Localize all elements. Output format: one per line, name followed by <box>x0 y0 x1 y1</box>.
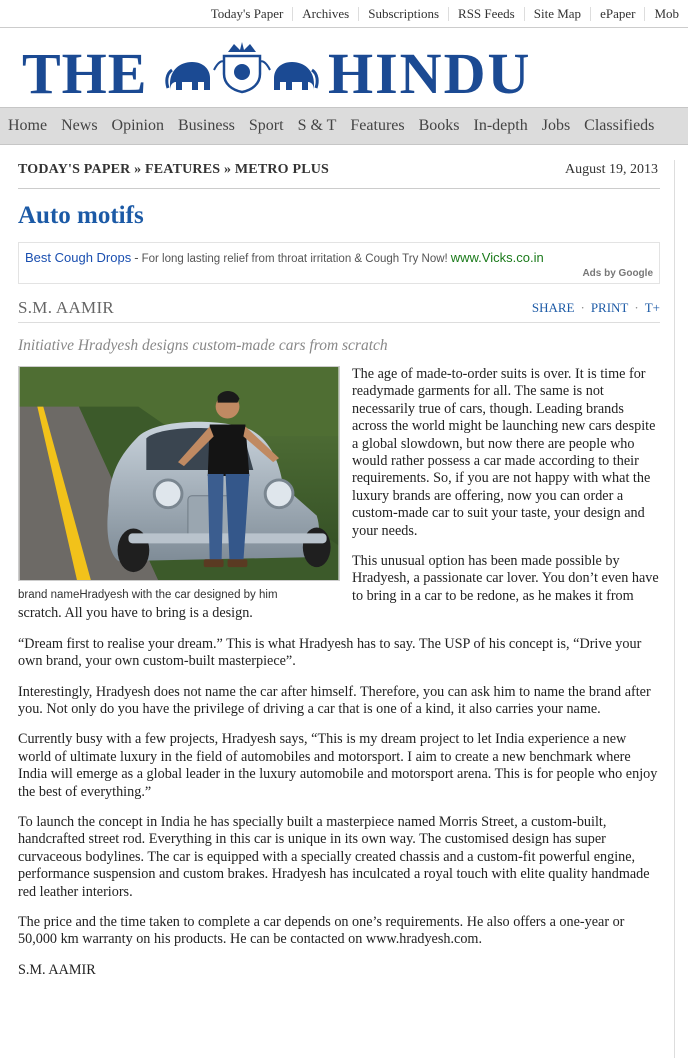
nav-item-in-depth[interactable]: In-depth <box>473 117 528 134</box>
topbar-link-rss-feeds[interactable]: RSS Feeds <box>448 7 524 21</box>
article-paragraph: “Dream first to realise your dream.” This is what Hradyesh has to say. The USP of his concept is, “Drive your own brand, your own custom-built masterpiece”. <box>18 635 642 670</box>
article-paragraph: To launch the concept in India he has specially built a masterpiece named Morris Street, a custom-built, handcrafted street rod. Everything in this car is unique in its own way. The customised design has super curvaceous bodylines. The car is equipped with a specially created chassis and a custom-fit powerful engine, performance suspension and custom brakes. Hradyesh has inculcated a royal touch with elite quality handmade red leather interiors. <box>18 813 650 900</box>
masthead-emblem-icon <box>162 40 322 94</box>
nav-item-sport[interactable]: Sport <box>248 117 284 134</box>
ad-title-link[interactable]: Best Cough Drops <box>25 250 132 265</box>
ads-by-google-label[interactable]: Ads by Google <box>582 268 653 279</box>
publish-date: August 19, 2013 <box>565 162 658 177</box>
author-byline: S.M. AAMIR <box>18 298 115 317</box>
photo-caption: brand nameHradyesh with the car designed by him <box>18 589 278 601</box>
byline-row <box>18 298 660 318</box>
article-figure <box>18 366 342 602</box>
topbar-link-archives[interactable]: Archives <box>292 7 358 21</box>
column-divider <box>674 160 675 1058</box>
article-photo[interactable] <box>18 366 340 581</box>
article-signoff: S.M. AAMIR <box>18 961 96 978</box>
tools-separator: · <box>634 300 639 315</box>
topbar-link-site-map[interactable]: Site Map <box>524 7 590 21</box>
nav-item-books[interactable]: Books <box>418 117 460 134</box>
masthead-the[interactable]: THE <box>22 41 148 106</box>
tools-separator: · <box>580 300 585 315</box>
article-paragraph: The price and the time taken to complete a car depends on one’s requirements. He also offers a one-year or 50,000 km warranty on his products. He can be contacted on www.hradyesh.com. <box>18 913 625 948</box>
masthead[interactable] <box>0 28 688 106</box>
breadcrumb-row <box>18 160 660 180</box>
page-title: Auto motifs <box>18 202 144 229</box>
nav-item-s-and-t[interactable]: S & T <box>297 117 337 134</box>
nav-item-jobs[interactable]: Jobs <box>541 117 571 134</box>
utility-bar <box>0 0 688 28</box>
article-subhead: Initiative Hradyesh designs custom-made cars from scratch <box>18 337 388 354</box>
article-paragraph: Interestingly, Hradyesh does not name the car after himself. Therefore, you can ask him to name the brand after you. Not only do you have the privilege of driving a car that is one of a kind, it also carries your name. <box>18 683 651 717</box>
topbar-link-mobile[interactable]: Mob <box>644 7 688 21</box>
nav-item-opinion[interactable]: Opinion <box>111 117 164 134</box>
divider <box>18 322 660 323</box>
ad-separator: - <box>134 250 139 265</box>
sponsored-ad[interactable] <box>18 242 660 284</box>
article-paragraph: The age of made-to-order suits is over. It is time for readymade garments for all. The same is not necessarily true of cars, though. Leading brands across the world might be launching new cars despite a global slowdown, but now there are people who would rather possess a car made according to their requirements. So, if you are not happy with what the luxury brands are offering, now you can order a custom-made car to suit your taste, your design and your needs. <box>352 366 656 539</box>
article-paragraph: This unusual option has been made possible by Hradyesh, a passionate car lover. You don’t even have to bring in a car to be redone, as he makes it from scratch. All you have to bring is a design. <box>18 553 659 622</box>
ad-text: For long lasting relief from throat irritation & Cough Try Now! <box>141 253 448 265</box>
text-size-button[interactable]: T+ <box>644 300 660 315</box>
masthead-hindu[interactable]: HINDU <box>328 41 532 106</box>
nav-item-classifieds[interactable]: Classifieds <box>584 117 655 134</box>
topbar-link-epaper[interactable]: ePaper <box>590 7 644 21</box>
topbar-link-todays-paper[interactable]: Today's Paper <box>210 5 284 21</box>
share-button[interactable]: SHARE <box>531 300 575 315</box>
breadcrumb[interactable]: TODAY'S PAPER » FEATURES » METRO PLUS <box>18 162 330 177</box>
main-nav <box>0 107 688 145</box>
print-button[interactable]: PRINT <box>590 300 629 315</box>
divider <box>18 188 660 189</box>
nav-item-home[interactable]: Home <box>8 117 48 134</box>
nav-item-news[interactable]: News <box>61 117 98 134</box>
ad-url-link[interactable]: www.Vicks.co.in <box>450 250 544 265</box>
story-body <box>18 366 660 979</box>
topbar-link-subscriptions[interactable]: Subscriptions <box>358 7 448 21</box>
nav-item-business[interactable]: Business <box>178 117 235 134</box>
article <box>18 160 660 992</box>
article-tools <box>532 300 660 316</box>
nav-item-features[interactable]: Features <box>350 117 405 134</box>
article-paragraph: Currently busy with a few projects, Hradyesh says, “This is my dream project to let India experience a new world of ultimate luxury in the field of automobiles and motorsport. I aim to create a new benchmark where India will emerge as a global leader in the luxury automobile and motorsport arena. This is for people who enjoy the best of everything.” <box>18 731 658 800</box>
